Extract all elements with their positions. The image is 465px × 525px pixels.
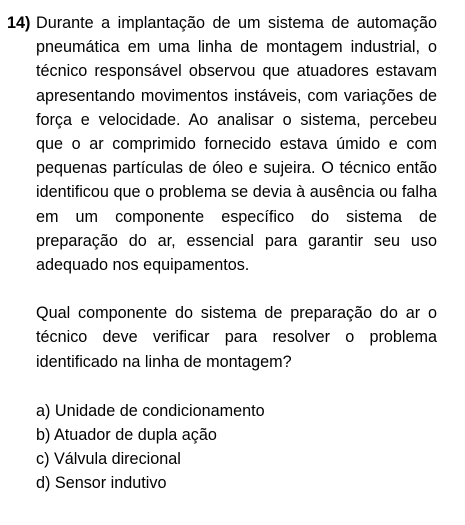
question-stem: Durante a implantação de um sistema de automação pneumática em uma linha de montagem industrial, o técnico responsável observou que atuadores estavam apresentando movimentos instáveis, com variações de força e velocidade. Ao analisar o sistema, percebeu que o ar comprimido fornecido estava úmido e com pequenas partículas de óleo e sujeira. O técnico então identificou que o problema se devia à ausência ou falha em um componente específico do sistema de preparação do ar, essencial para garantir seu uso adequado nos equipamentos.	[36, 14, 437, 275]
option-b[interactable]: b) Atuador de dupla ação	[36, 426, 217, 445]
option-d[interactable]: d) Sensor indutivo	[36, 474, 167, 493]
question-prompt: Qual componente do sistema de preparação do ar o técnico deve verificar para resolver o problema identificado na linha de montagem?	[36, 304, 437, 371]
option-c[interactable]: c) Válvula direcional	[36, 450, 181, 469]
question-body	[36, 11, 437, 496]
question-number: 14)	[7, 14, 31, 32]
answer-options	[36, 399, 437, 496]
option-a[interactable]: a) Unidade de condicionamento	[36, 401, 265, 420]
